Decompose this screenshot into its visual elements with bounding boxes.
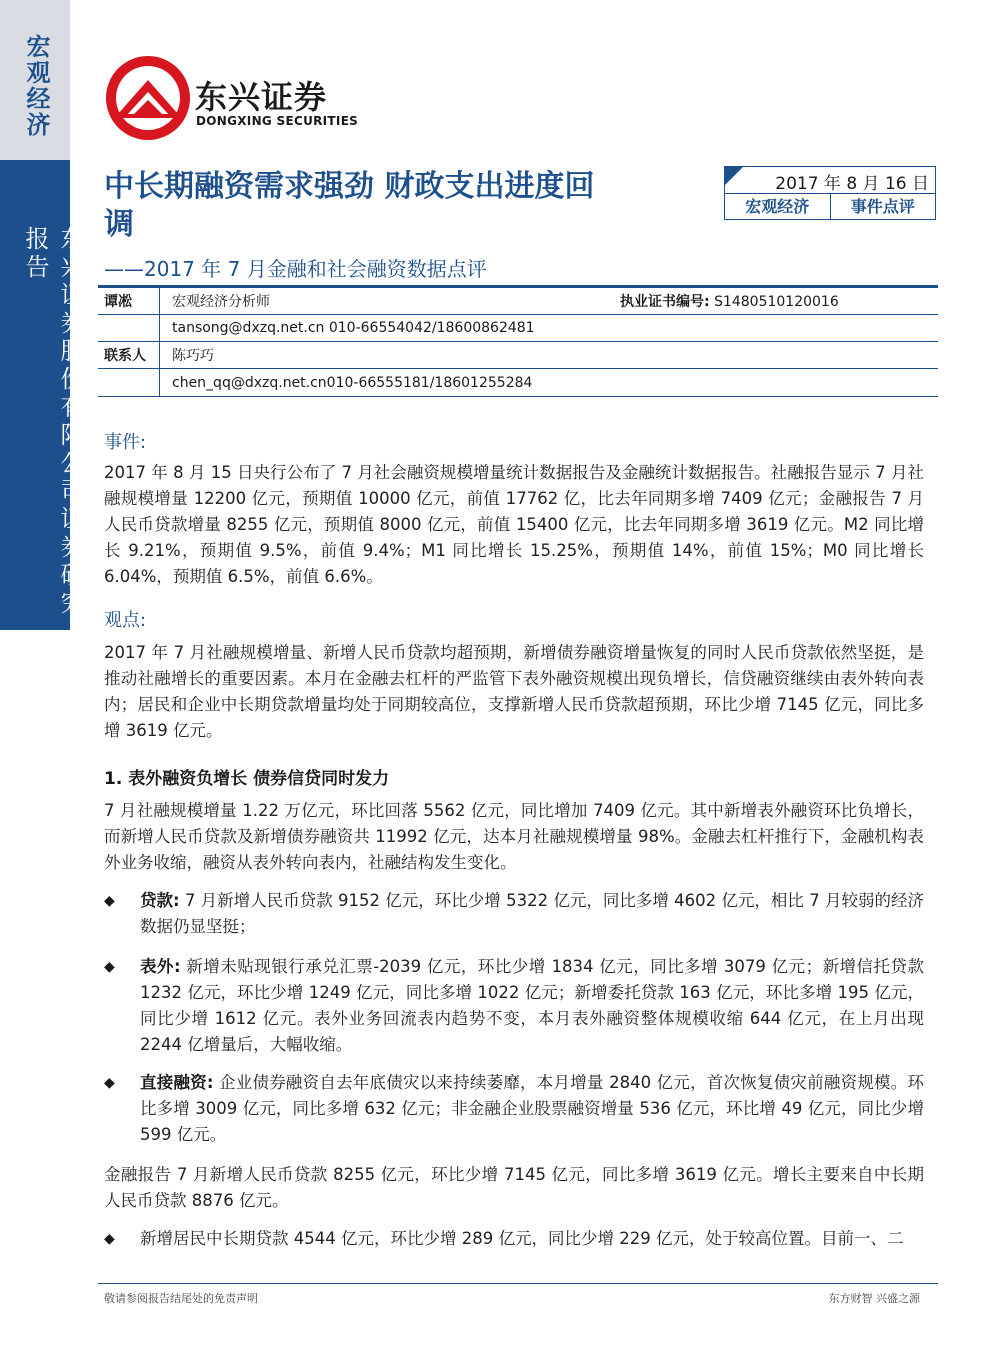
- view-paragraph: 2017 年 7 月社融规模增量、新增人民币贷款均超预期，新增债券融资增量恢复的同时人民币贷款依然坚挺，是推动社融增长的重要因素。本月在金融去杠杆的严监管下表外融资规模出现负增长，信贷融资继续由表外转向表内；居民和企业中长期贷款增量均处于同期较高位，支撑新增人民币贷款超预期，环比少增 7145 亿元，同比多增 3619 亿元。: [104, 643, 924, 740]
- section-intro: 7 月社融规模增量 1.22 万亿元，环比回落 5562 亿元，同比增加 7409 亿元。其中新增表外融资环比负增长，而新增人民币贷款及新增债券融资共 11992 亿元，达本月社融规模增量 98%。金融去杠杆推行下，金融机构表外业务收缩，融资从表外转向表内，社融结构发生变化。: [104, 801, 924, 872]
- brand-name: 东兴证券: [195, 78, 328, 116]
- side-company-label: 东兴证券股份有限公司证券研究报告: [21, 226, 84, 618]
- analyst-contact[interactable]: chen_qq@dxzq.net.cn010-66555181/18601255284: [172, 374, 533, 391]
- analyst-label: 谭凇: [98, 288, 160, 314]
- footer-slogan: 东方财智 兴盛之源: [828, 1292, 920, 1305]
- analyst-label: [98, 369, 160, 396]
- date-tag-box: [724, 166, 936, 220]
- side-category-label: 宏观经济: [22, 34, 50, 138]
- side-category-band: [0, 0, 70, 160]
- diamond-bullet-icon: ◆: [104, 1075, 115, 1091]
- diamond-bullet-icon: ◆: [104, 893, 115, 909]
- list-item: ◆ 新增居民中长期贷款 4544 亿元，环比少增 289 亿元，同比少增 229 亿元，处于较高位置。目前一、二: [104, 1226, 924, 1252]
- diamond-bullet-icon: ◆: [104, 1231, 115, 1247]
- footer-divider: [98, 1283, 938, 1284]
- analyst-value: 宏观经济分析师: [172, 294, 270, 310]
- analyst-row: [98, 342, 938, 369]
- view-heading: 观点:: [104, 610, 147, 631]
- analyst-label: [98, 315, 160, 341]
- side-company-band: [0, 160, 84, 630]
- brand-name-en: DONGXING SECURITIES: [196, 114, 359, 128]
- list-item: ◆ 表外: 新增未贴现银行承兑汇票-2039 亿元，环比少增 1834 亿元，同比多增 3079 亿元；新增信托贷款 1232 亿元，环比少增 1249 亿元，同比多增 1022 亿元；新增委托贷款 163 亿元，环比多增 195 亿元，同比少增 1612 亿元。表外业务回流表内趋势不变，本月表外融资整体规模收缩 644 亿元，在上月出现 2244 亿增量后，大幅收缩。: [104, 954, 924, 1058]
- analyst-label: 联系人: [98, 342, 160, 368]
- corner-triangle-icon: [725, 167, 743, 185]
- event-paragraph: 2017 年 8 月 15 日央行公布了 7 月社会融资规模增量统计数据报告及金融统计数据报告。社融报告显示 7 月社融规模增量 12200 亿元，预期值 10000 亿元，前值 17762 亿，比去年同期多增 7409 亿元；金融报告 7 月人民币贷款增量 8255 亿元，预期值 8000 亿元，前值 15400 亿元，比去年同期多增 3619 亿元。M2 同比增长 9.21%，预期值 9.5%，前值 9.4%；M1 同比增长 15.25%，预期值 14%，前值 15%；M0 同比增长 6.04%，预期值 6.5%，前值 6.6%。: [104, 463, 924, 586]
- analyst-row: [98, 369, 938, 396]
- report-subtitle: ——2017 年 7 月金融和社会融资数据点评: [104, 257, 487, 281]
- analyst-table: [98, 285, 938, 397]
- diamond-bullet-icon: ◆: [104, 959, 115, 975]
- list-item: ◆ 直接融资: 企业债券融资自去年底债灾以来持续萎靡，本月增量 2840 亿元，首次恢复债灾前融资规模。环比多增 3009 亿元，同比多增 632 亿元；非金融企业股票融资增量 536 亿元，环比增 49 亿元，同比少增 599 亿元。: [104, 1070, 924, 1148]
- report-date: 2017 年 8 月 16 日: [775, 174, 929, 194]
- analyst-row: [98, 315, 938, 342]
- footer-disclaimer[interactable]: 敬请参阅报告结尾处的免责声明: [104, 1292, 258, 1305]
- event-heading: 事件:: [104, 432, 147, 453]
- analyst-contact[interactable]: tansong@dxzq.net.cn 010-66554042/18600862481: [172, 320, 535, 336]
- section-heading: 1. 表外融资负增长 债券信贷同时发力: [104, 769, 390, 789]
- list-item: ◆ 贷款: 7 月新增人民币贷款 9152 亿元，环比少增 5322 亿元，同比多增 4602 亿元，相比 7 月较弱的经济数据仍显坚挺；: [104, 888, 924, 940]
- tag-type: 事件点评: [830, 194, 936, 220]
- finance-paragraph: 金融报告 7 月新增人民币贷款 8255 亿元，环比少增 7145 亿元，同比多增 3619 亿元。增长主要来自中长期人民币贷款 8876 亿元。: [104, 1165, 924, 1210]
- tag-category: 宏观经济: [745, 197, 810, 216]
- analyst-cert: 执业证书编号: S1480510120016: [620, 294, 839, 310]
- report-title: 中长期融资需求强劲 财政支出进度回调: [104, 169, 595, 242]
- dongxing-logo-icon: [104, 54, 192, 142]
- analyst-row: [98, 288, 938, 315]
- analyst-value: 陈巧巧: [172, 348, 214, 364]
